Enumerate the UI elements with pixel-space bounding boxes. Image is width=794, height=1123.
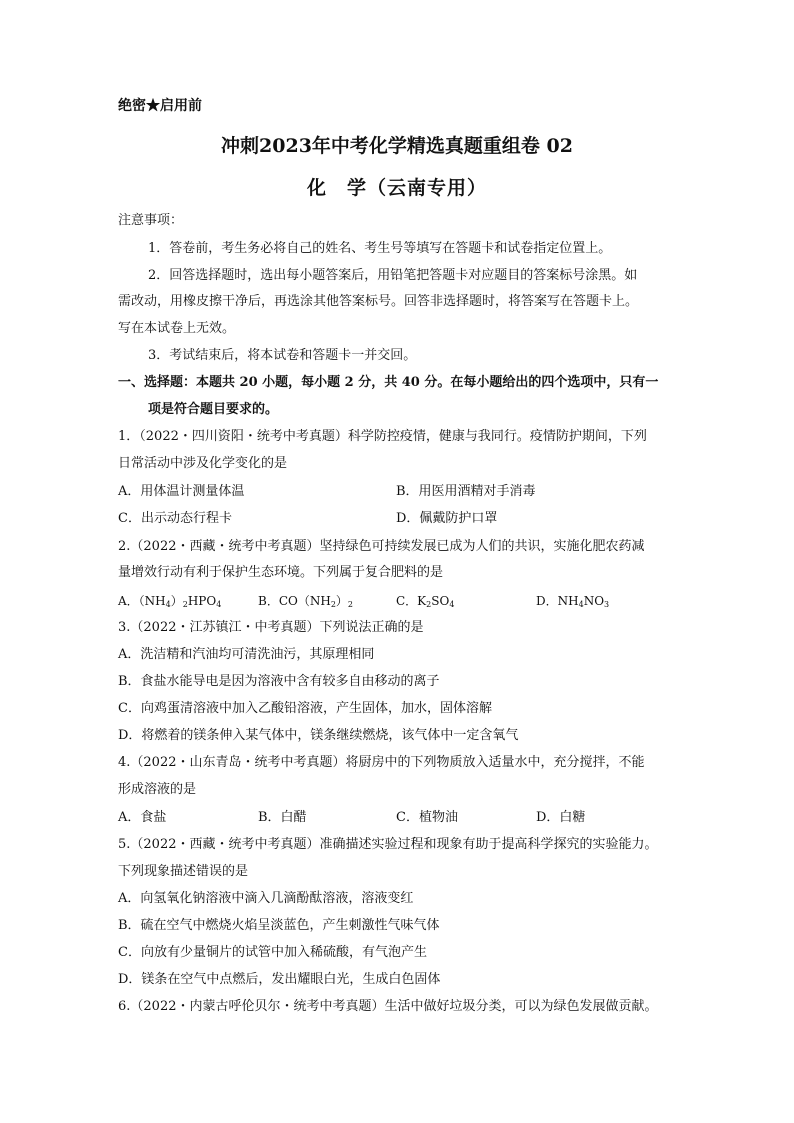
question-2-option-d: D．$NH_4NO_3$ — [536, 594, 610, 609]
section-1-heading: 一、选择题：本题共 20 小题，每小题 2 分，共 40 分。在每小题给出的四个选项中，只有一 — [118, 375, 659, 390]
question-4-option-b: B．白醋 — [258, 810, 307, 825]
question-2-stem: 2.（2022・西藏・统考中考真题）坚持绿色可持续发展已成为人们的共识，实施化肥农药减 — [118, 539, 645, 554]
question-3-option-b: B．食盐水能导电是因为溶液中含有较多自由移动的离子 — [118, 674, 440, 689]
question-4-option-c: C．植物油 — [396, 810, 458, 825]
question-2-option-b: B．$CO(NH_2)_2$ — [258, 594, 354, 609]
section-1-heading-cont: 项是符合题目要求的。 — [148, 402, 279, 417]
question-5-option-c: C．向放有少量铜片的试管中加入稀硫酸，有气泡产生 — [118, 945, 427, 960]
exam-title: 冲刺2023年中考化学精选真题重组卷 02 — [221, 135, 573, 157]
question-5-option-d: D．镁条在空气中点燃后，发出耀眼白光，生成白色固体 — [118, 972, 441, 987]
question-1-option-d: D．佩戴防护口罩 — [396, 511, 498, 526]
question-2-option-a: A．$(NH_4)_2HPO_4$ — [118, 594, 222, 609]
question-2-option-c: C．$K_2SO_4$ — [396, 594, 455, 609]
question-1-option-a: A．用体温计测量体温 — [118, 484, 245, 499]
question-5-option-b: B．硫在空气中燃烧火焰呈淡蓝色，产生刺激性气味气体 — [118, 918, 440, 933]
question-1-option-b: B．用医用酒精对手消毒 — [396, 484, 536, 499]
notes-item-3: 3．考试结束后，将本试卷和答题卡一并交回。 — [148, 348, 417, 363]
question-4-stem-cont: 形成溶液的是 — [118, 782, 197, 797]
notes-item-1: 1．答卷前，考生务必将自己的姓名、考生号等填写在答题卡和试卷指定位置上。 — [148, 241, 612, 256]
question-3-stem: 3.（2022・江苏镇江・中考真题）下列说法正确的是 — [118, 620, 424, 635]
question-6-stem: 6.（2022・内蒙古呼伦贝尔・统考中考真题）生活中做好垃圾分类，可以为绿色发展做贡献。 — [118, 999, 658, 1014]
question-3-option-c: C．向鸡蛋清溶液中加入乙酸铅溶液，产生固体，加水，固体溶解 — [118, 701, 492, 716]
notes-item-2-line-2: 需改动，用橡皮擦干净后，再选涂其他答案标号。回答非选择题时，将答案写在答题卡上。 — [118, 294, 639, 309]
question-5-stem-cont: 下列现象描述错误的是 — [118, 864, 249, 879]
question-4-option-a: A．食盐 — [118, 810, 167, 825]
question-2-stem-cont: 量增效行动有利于保护生态环境。下列属于复合肥料的是 — [118, 565, 444, 580]
notes-item-2-line-3: 写在本试卷上无效。 — [118, 321, 236, 336]
question-4-stem: 4.（2022・山东青岛・统考中考真题）将厨房中的下列物质放入适量水中，充分搅拌，不能 — [118, 755, 645, 770]
confidential-label: 绝密★启用前 — [118, 98, 202, 114]
question-3-option-a: A．洗洁精和汽油均可清洗油污，其原理相同 — [118, 647, 375, 662]
notes-heading: 注意事项： — [118, 213, 184, 228]
question-5-stem: 5.（2022・西藏・统考中考真题）准确描述实验过程和现象有助于提高科学探究的实验能力。 — [118, 837, 658, 852]
question-4-option-d: D．白糖 — [536, 810, 586, 825]
question-5-option-a: A．向氢氧化钠溶液中滴入几滴酚酞溶液，溶液变红 — [118, 891, 414, 906]
exam-subtitle: 化 学（云南专用） — [306, 177, 487, 199]
question-1-stem: 1．（2022・四川资阳・统考中考真题）科学防控疫情，健康与我同行。疫情防护期间，下列 — [118, 429, 647, 444]
notes-item-2-line-1: 2．回答选择题时，选出每小题答案后，用铅笔把答题卡对应题目的答案标号涂黑。如 — [148, 268, 638, 283]
question-1-stem-cont: 日常活动中涉及化学变化的是 — [118, 456, 288, 471]
question-3-option-d: D．将燃着的镁条伸入某气体中，镁条继续燃烧，该气体中一定含氧气 — [118, 728, 519, 743]
question-1-option-c: C．出示动态行程卡 — [118, 511, 232, 526]
